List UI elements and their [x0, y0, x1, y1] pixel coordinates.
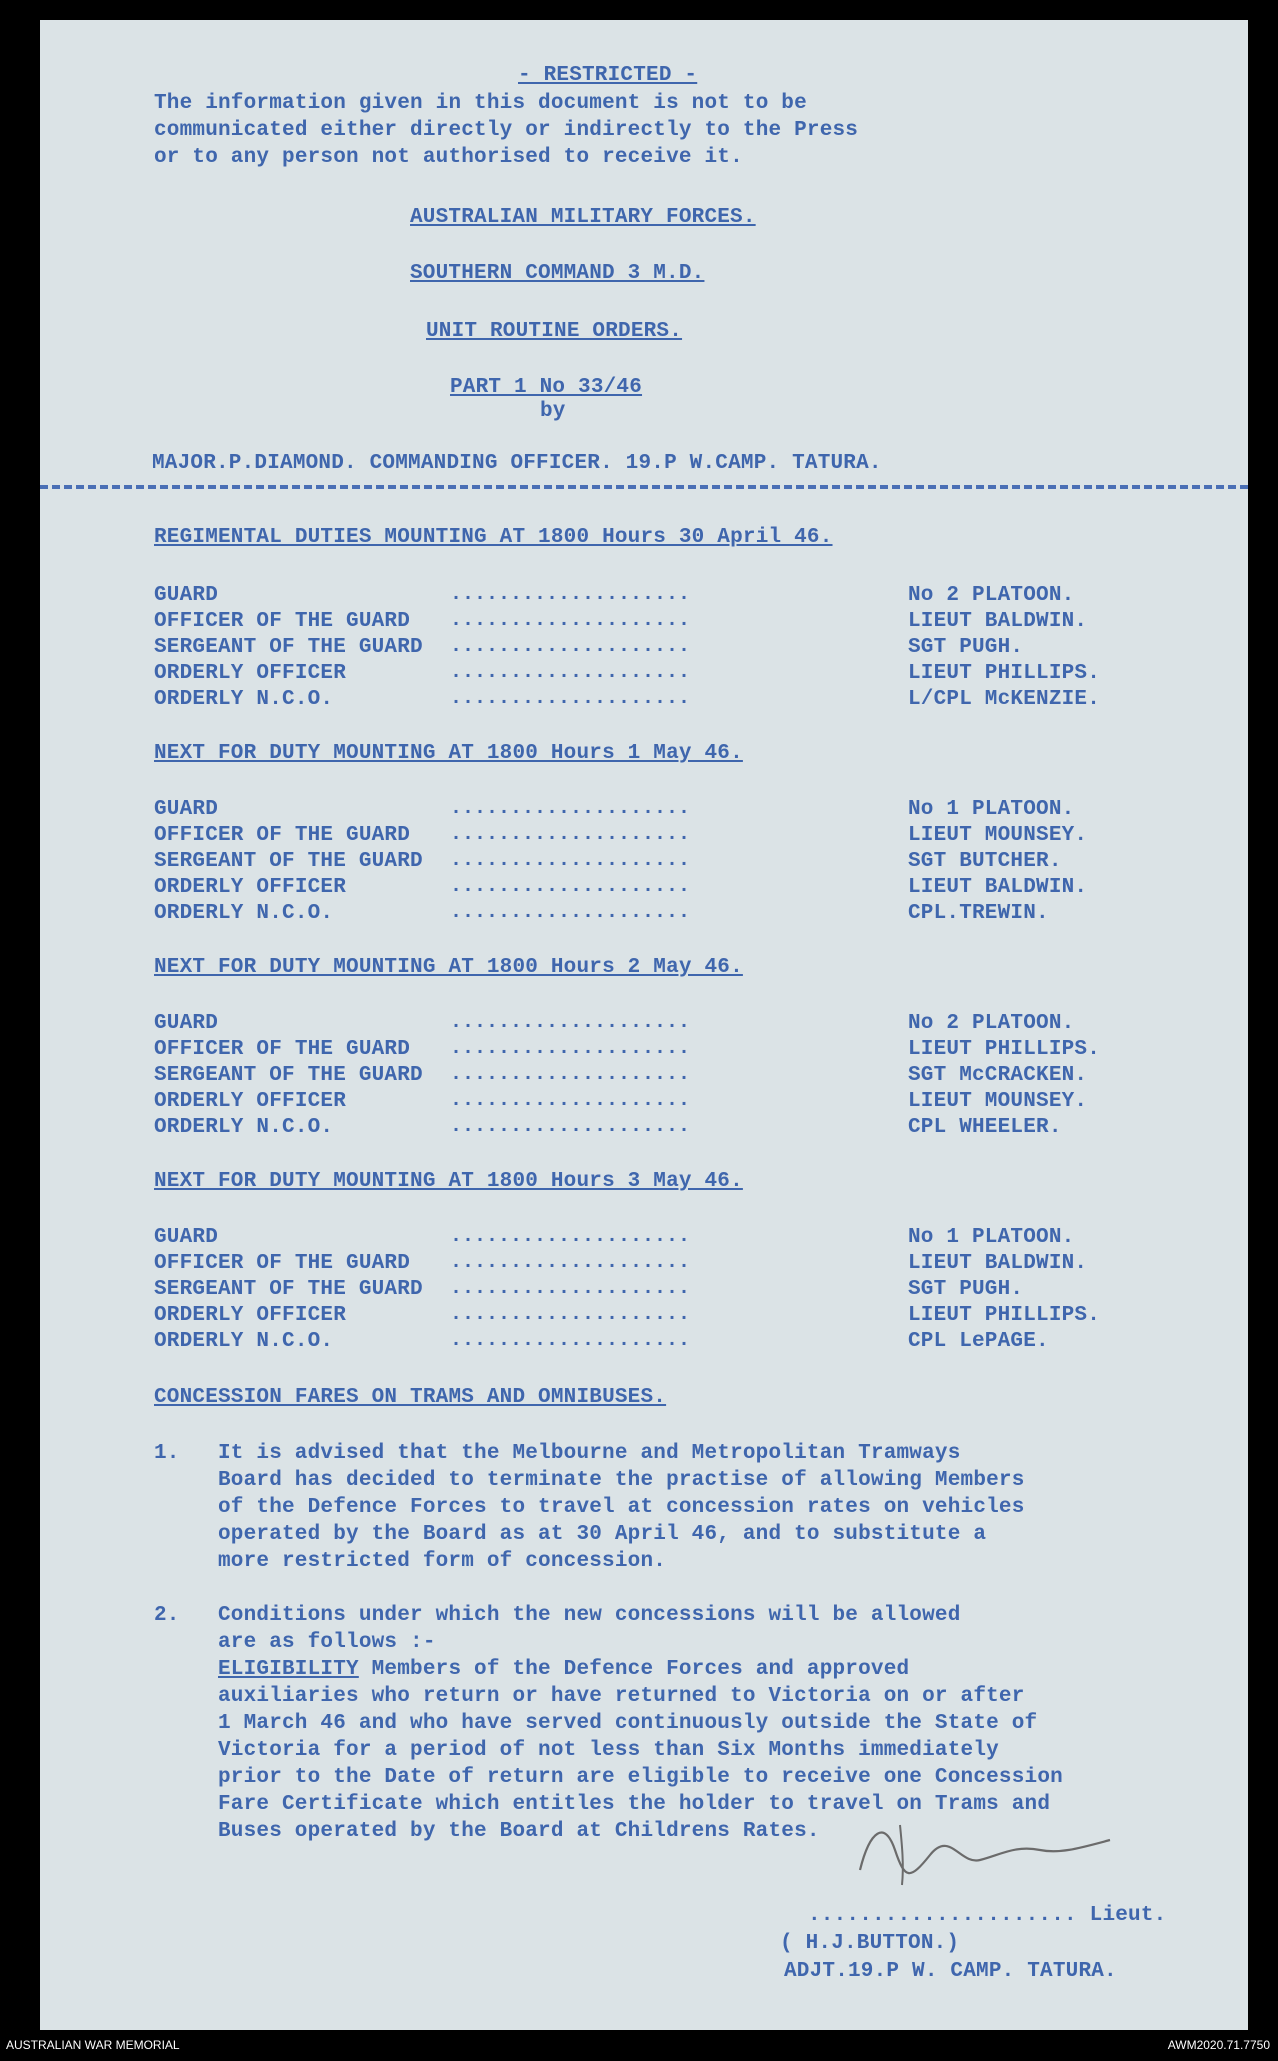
duty-section-heading: NEXT FOR DUTY MOUNTING AT 1800 Hours 3 May 46.: [154, 1170, 743, 1193]
paragraph-line: prior to the Date of return are eligible to receive one Concession: [218, 1766, 1063, 1789]
leader-dots: ....................: [450, 1115, 691, 1138]
leader-dots: ....................: [450, 849, 691, 872]
duty-role: GUARD: [154, 798, 219, 821]
duty-section-heading: NEXT FOR DUTY MOUNTING AT 1800 Hours 1 May 46.: [154, 742, 743, 765]
duty-role: OFFICER OF THE GUARD: [154, 1252, 411, 1275]
duty-role: ORDERLY OFFICER: [154, 1304, 347, 1327]
leader-dots: ....................: [450, 609, 691, 632]
duty-role: GUARD: [154, 1226, 219, 1249]
footer-credit: AUSTRALIAN WAR MEMORIAL: [6, 2038, 180, 2052]
heading-part: PART 1 No 33/46: [450, 376, 643, 399]
eligibility-line: [218, 1656, 909, 1683]
commander-line: MAJOR.P.DIAMOND. COMMANDING OFFICER. 19.P W.CAMP. TATURA.: [152, 452, 882, 475]
paragraph-line: of the Defence Forces to travel at concession rates on vehicles: [218, 1496, 1025, 1519]
leader-dots: ....................: [450, 1089, 691, 1112]
leader-dots: ....................: [450, 1225, 691, 1248]
leader-dots: ....................: [450, 687, 691, 710]
paragraph-line: 1 March 46 and who have served continuously outside the State of: [218, 1712, 1038, 1735]
notice-line: The information given in this document is not to be: [154, 92, 807, 115]
notice-line: communicated either directly or indirectly to the Press: [154, 119, 859, 142]
paragraph-number: 1.: [154, 1442, 180, 1465]
duty-assignee: SGT PUGH.: [908, 636, 1024, 659]
duty-assignee: LIEUT BALDWIN.: [908, 1252, 1088, 1275]
paragraph-line: are as follows :-: [218, 1631, 436, 1654]
leader-dots: ....................: [450, 901, 691, 924]
duty-role: OFFICER OF THE GUARD: [154, 610, 411, 633]
leader-dots: ....................: [450, 797, 691, 820]
duty-assignee: No 2 PLATOON.: [908, 1012, 1075, 1035]
leader-dots: ....................: [450, 1329, 691, 1352]
duty-assignee: CPL LePAGE.: [908, 1330, 1049, 1353]
leader-dots: ....................: [450, 1063, 691, 1086]
paragraph-line: more restricted form of concession.: [218, 1550, 667, 1573]
paragraph-line: auxiliaries who return or have returned to Victoria on or after: [218, 1685, 1025, 1708]
leader-dots: ....................: [450, 823, 691, 846]
paragraph-line: Conditions under which the new concessions will be allowed: [218, 1604, 961, 1627]
divider-rule: [40, 485, 1248, 489]
duty-assignee: SGT PUGH.: [908, 1278, 1024, 1301]
duty-assignee: LIEUT BALDWIN.: [908, 876, 1088, 899]
duty-assignee: SGT McCRACKEN.: [908, 1064, 1088, 1087]
duty-role: ORDERLY OFFICER: [154, 876, 347, 899]
duty-role: SERGEANT OF THE GUARD: [154, 1064, 423, 1087]
duty-role: ORDERLY N.C.O.: [154, 688, 334, 711]
leader-dots: ....................: [450, 1037, 691, 1060]
heading-forces: AUSTRALIAN MILITARY FORCES.: [410, 206, 756, 229]
duty-assignee: LIEUT BALDWIN.: [908, 610, 1088, 633]
duty-role: SERGEANT OF THE GUARD: [154, 850, 423, 873]
duty-assignee: L/CPL McKENZIE.: [908, 688, 1101, 711]
duty-assignee: SGT BUTCHER.: [908, 850, 1062, 873]
duty-assignee: LIEUT MOUNSEY.: [908, 1090, 1088, 1113]
footer-accession: AWM2020.71.7750: [1167, 2038, 1270, 2052]
duty-assignee: LIEUT PHILLIPS.: [908, 1038, 1101, 1061]
eligibility-label: ELIGIBILITY: [218, 1658, 359, 1681]
duty-role: ORDERLY N.C.O.: [154, 902, 334, 925]
duty-role: GUARD: [154, 584, 219, 607]
leader-dots: ....................: [450, 1251, 691, 1274]
leader-dots: ....................: [450, 1011, 691, 1034]
signatory-name: ( H.J.BUTTON.): [780, 1932, 960, 1955]
duty-assignee: LIEUT PHILLIPS.: [908, 662, 1101, 685]
paragraph-line: Victoria for a period of not less than Six Months immediately: [218, 1739, 999, 1762]
leader-dots: ....................: [450, 875, 691, 898]
eligibility-text: Members of the Defence Forces and approved: [358, 1658, 910, 1681]
paragraph-line: Fare Certificate which entitles the holder to travel on Trams and: [218, 1793, 1051, 1816]
paragraph-line: Buses operated by the Board at Childrens Rates.: [218, 1820, 820, 1843]
duty-role: ORDERLY N.C.O.: [154, 1330, 334, 1353]
duty-assignee: No 1 PLATOON.: [908, 1226, 1075, 1249]
duty-assignee: No 2 PLATOON.: [908, 584, 1075, 607]
signature-dots-rank: ..................... Lieut.: [808, 1904, 1167, 1927]
leader-dots: ....................: [450, 661, 691, 684]
paragraph-line: Board has decided to terminate the practise of allowing Members: [218, 1469, 1025, 1492]
signatory-title: ADJT.19.P W. CAMP. TATURA.: [784, 1960, 1117, 1983]
duty-section-heading: NEXT FOR DUTY MOUNTING AT 1800 Hours 2 May 46.: [154, 956, 743, 979]
duty-role: ORDERLY OFFICER: [154, 662, 347, 685]
duty-role: OFFICER OF THE GUARD: [154, 824, 411, 847]
duty-role: SERGEANT OF THE GUARD: [154, 1278, 423, 1301]
duty-assignee: LIEUT MOUNSEY.: [908, 824, 1088, 847]
heading-orders: UNIT ROUTINE ORDERS.: [426, 320, 683, 343]
duty-assignee: No 1 PLATOON.: [908, 798, 1075, 821]
duty-role: GUARD: [154, 1012, 219, 1035]
duty-assignee: CPL.TREWIN.: [908, 902, 1049, 925]
duty-role: SERGEANT OF THE GUARD: [154, 636, 423, 659]
paragraph-line: operated by the Board as at 30 April 46, and to substitute a: [218, 1523, 987, 1546]
leader-dots: ....................: [450, 635, 691, 658]
by-line: by: [540, 400, 566, 423]
heading-command: SOUTHERN COMMAND 3 M.D.: [410, 262, 705, 285]
leader-dots: ....................: [450, 583, 691, 606]
document-page: [40, 20, 1248, 2030]
duty-role: OFFICER OF THE GUARD: [154, 1038, 411, 1061]
notice-line: or to any person not authorised to receive it.: [154, 146, 743, 169]
duty-assignee: CPL WHEELER.: [908, 1116, 1062, 1139]
leader-dots: ....................: [450, 1303, 691, 1326]
duty-role: ORDERLY N.C.O.: [154, 1116, 334, 1139]
paragraph-number: 2.: [154, 1604, 180, 1627]
paragraph-line: It is advised that the Melbourne and Metropolitan Tramways: [218, 1442, 961, 1465]
concession-heading: CONCESSION FARES ON TRAMS AND OMNIBUSES.: [154, 1386, 667, 1409]
restricted-title: - RESTRICTED -: [518, 64, 698, 87]
leader-dots: ....................: [450, 1277, 691, 1300]
duty-role: ORDERLY OFFICER: [154, 1090, 347, 1113]
duty-assignee: LIEUT PHILLIPS.: [908, 1304, 1101, 1327]
duty-section-heading: REGIMENTAL DUTIES MOUNTING AT 1800 Hours 30 April 46.: [154, 526, 833, 549]
handwritten-signature-icon: [840, 1810, 1140, 1890]
